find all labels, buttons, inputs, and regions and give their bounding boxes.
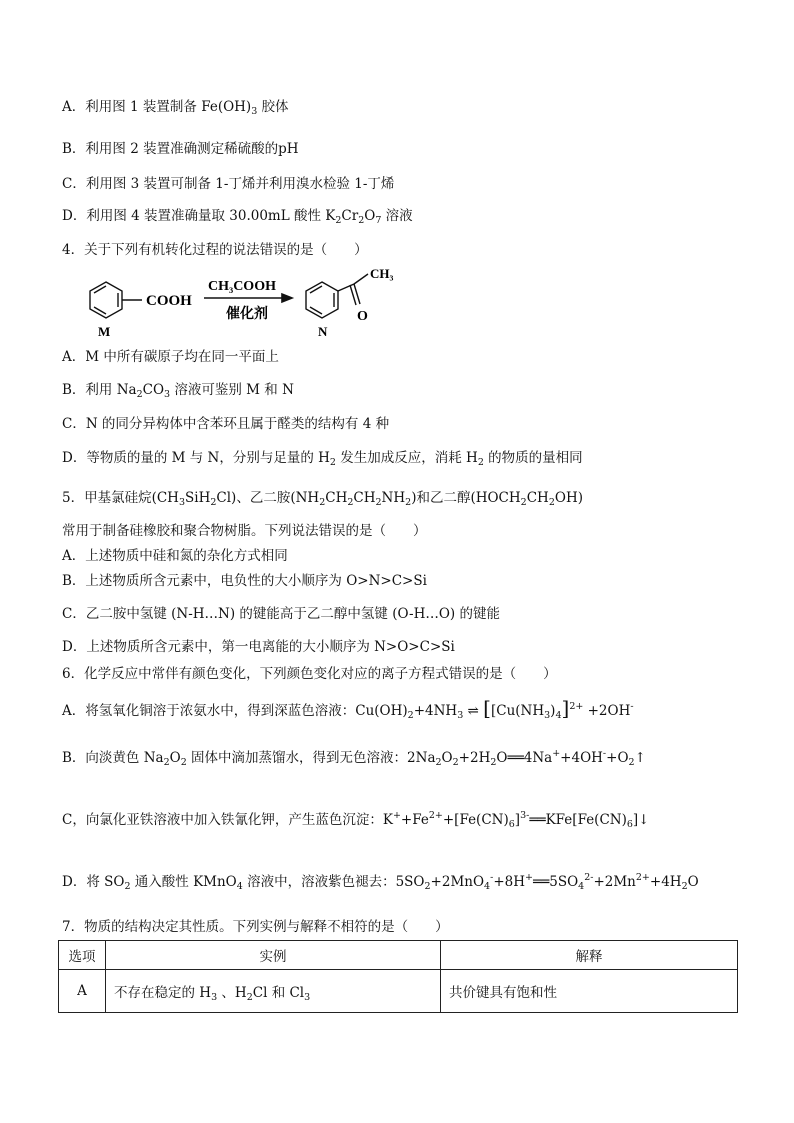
q6-b-equation: $2Na_2O_2+2H_2O══4Na^++4OH^-+O_2↑$ — [407, 748, 646, 768]
q6-option-a: A．将氢氧化铜溶于浓氨水中，得到深蓝色溶液：$Cu(OH)_2+4NH_3$ ⇌ [$[Cu(NH_3)_4]^{2+} +2OH^-$ — [62, 696, 634, 721]
reaction-scheme — [86, 268, 416, 340]
row-a-example: 不存在稳定的 $H_3$ 、$H_2Cl$ 和 $Cl_3$ — [106, 970, 441, 1013]
q6-a-equation: $Cu(OH)_2+4NH_3$ ⇌ [$[Cu(NH_3)_4]^{2+} +2OH^-$ — [355, 696, 634, 721]
catalyst-label: 催化剂 — [226, 306, 268, 322]
q5-option-c: C．乙二胺中氢键 (N-H…N) 的键能高于乙二醇中氢键 (O-H…O) 的键能 — [62, 606, 500, 622]
q7-stem: 7．物质的结构决定其性质。下列实例与解释不相符的是（ ） — [62, 919, 449, 935]
q3-option-b: B．利用图 2 装置准确测定稀硫酸的pH — [62, 141, 299, 157]
o-label: O — [357, 309, 368, 324]
label-n: N — [318, 324, 328, 339]
q6-option-d: D．将 $SO_2$ 通入酸性 KMnO$_4$ 溶液中，溶液紫色褪去：$5SO_2+2MnO_4^-+8H^+══5SO_4^{2-}+2Mn^{2+}+4H_2O$ — [62, 872, 699, 892]
q3-option-a: A．利用图 1 装置制备 $Fe(OH)_3$ 胶体 — [62, 99, 289, 117]
benzene-ring-m — [90, 282, 142, 318]
q4-option-a: A．M 中所有碳原子均在同一平面上 — [62, 349, 279, 365]
q3-option-c: C．利用图 3 装置可制备 1-丁烯并利用溴水检验 1-丁烯 — [62, 176, 395, 192]
header-option: 选项 — [59, 941, 106, 970]
row-a-explanation: 共价键具有饱和性 — [441, 970, 738, 1013]
q5-option-d: D．上述物质所含元素中，第一电离能的大小顺序为 N>O>C>Si — [62, 639, 455, 655]
label-m: M — [98, 324, 111, 339]
header-explanation: 解释 — [441, 941, 738, 970]
q4-option-c: C．N 的同分异构体中含苯环且属于醛类的结构有 4 种 — [62, 416, 390, 432]
table-header-row — [59, 941, 738, 970]
table-row — [59, 970, 738, 1013]
reagent-label: CH₃COOH — [208, 279, 276, 294]
row-a-option: A — [59, 970, 106, 1013]
reaction-arrow — [204, 294, 292, 302]
q5-stem-line1: 5．甲基氯硅烷$(CH_3SiH_2Cl)$、乙二胺$(NH_2CH_2CH_2NH_2)$和乙二醇$(HOCH_2CH_2OH)$ — [62, 490, 583, 508]
cooh-label: COOH — [146, 293, 192, 309]
q6-d-equation: $5SO_2+2MnO_4^-+8H^+══5SO_4^{2-}+2Mn^{2+}+4H_2O$ — [395, 872, 699, 892]
q5-option-b: B．上述物质所含元素中，电负性的大小顺序为 O>N>C>Si — [62, 573, 427, 589]
q4-stem: 4．关于下列有机转化过程的说法错误的是（ ） — [62, 242, 368, 258]
q3-option-d: D．利用图 4 装置准确量取 30.00mL 酸性 $K_2Cr_2O_7$ 溶液 — [62, 208, 413, 226]
q6-c-equation: $K^++Fe^{2+}+[Fe(CN)_6]^{3-}══KFe[Fe(CN)_6]↓$ — [382, 810, 650, 830]
ch3-label: CH₃ — [370, 268, 394, 281]
q6-option-c: C，向氯化亚铁溶液中加入铁氰化钾，产生蓝色沉淀：$K^++Fe^{2+}+[Fe(CN)_6]^{3-}══KFe[Fe(CN)_6]↓$ — [62, 810, 650, 830]
q5-option-a: A．上述物质中硅和氮的杂化方式相同 — [62, 548, 288, 564]
q6-stem: 6．化学反应中常伴有颜色变化，下列颜色变化对应的离子方程式错误的是（ ） — [62, 666, 557, 682]
q4-option-d: D．等物质的量的 M 与 N，分别与足量的 $H_2$ 发生加成反应，消耗 $H_2$ 的物质的量相同 — [62, 450, 583, 468]
q6-option-b: B．向淡黄色 $Na_2O_2$ 固体中滴加蒸馏水，得到无色溶液：$2Na_2O_2+2H_2O══4Na^++4OH^-+O_2↑$ — [62, 748, 646, 768]
q4-option-b: B．利用 $Na_2CO_3$ 溶液可鉴别 M 和 N — [62, 382, 294, 400]
q7-table — [58, 940, 738, 1013]
q5-stem-line2: 常用于制备硅橡胶和聚合物树脂。下列说法错误的是（ ） — [62, 523, 427, 539]
header-example: 实例 — [106, 941, 441, 970]
